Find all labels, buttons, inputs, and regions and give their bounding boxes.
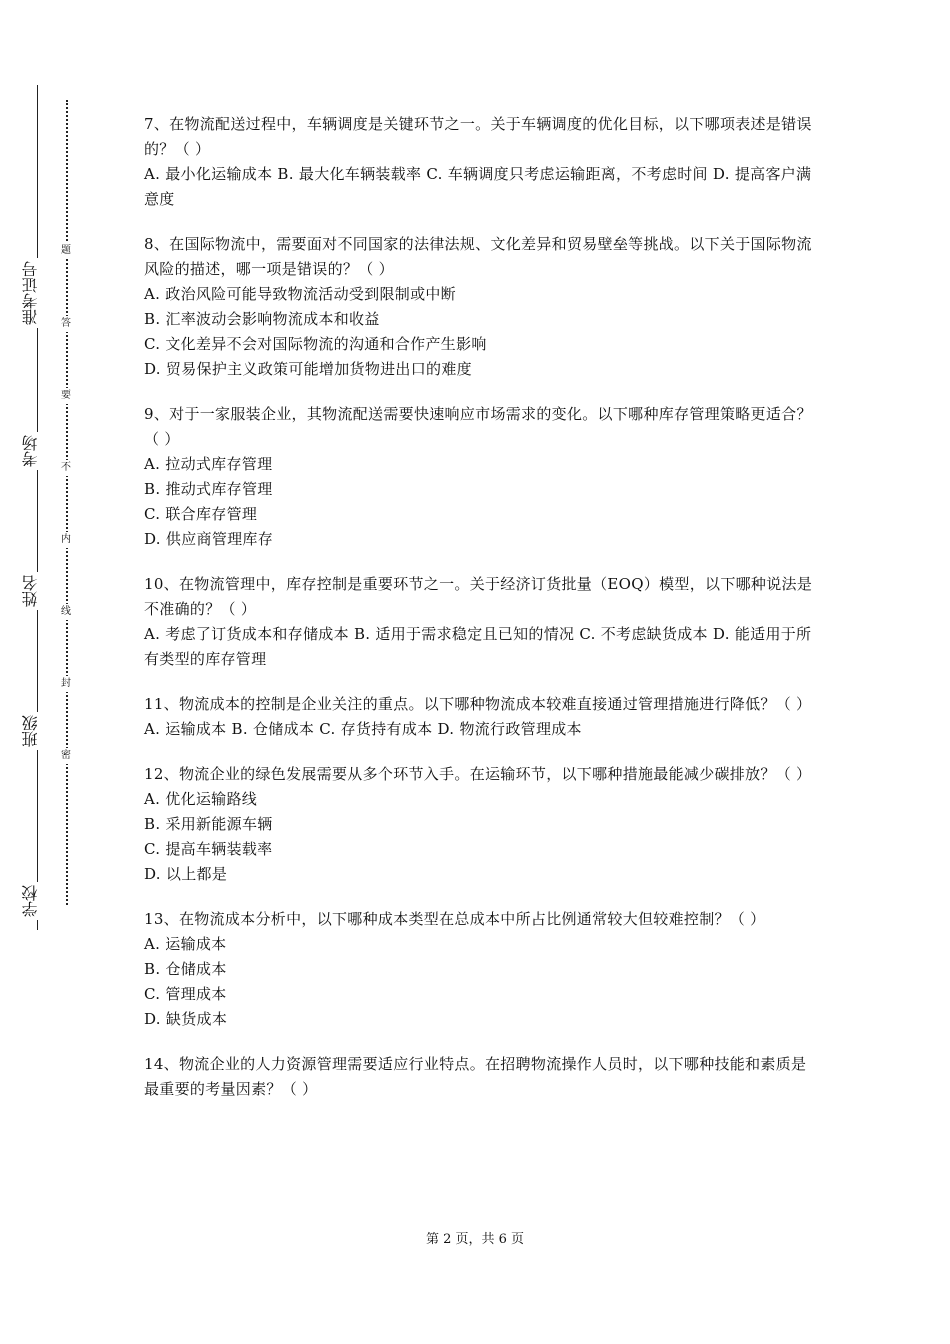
binding-margin (0, 0, 120, 1344)
question-stem: 13、在物流成本分析中，以下哪种成本类型在总成本中所占比例通常较大但较难控制？（ ） (144, 910, 766, 928)
question-options: A. 考虑了订货成本和存储成本 B. 适用于需求稳定且已知的情况 C. 不考虑缺货成本 D. 能适用于所有类型的库存管理 (144, 625, 812, 668)
question-7 (144, 112, 816, 212)
seal-dotted-line (66, 100, 68, 905)
seal-char: 封 (58, 676, 74, 692)
question-stem: 8、在国际物流中，需要面对不同国家的法律法规、文化差异和贸易壁垒等挑战。以下关于国际物流风险的描述，哪一项是错误的？（ ） (144, 235, 812, 278)
option-c: C. 管理成本 (144, 985, 227, 1003)
question-stem: 9、对于一家服装企业，其物流配送需要快速响应市场需求的变化。以下哪种库存管理策略更适合？（ ） (144, 405, 812, 448)
question-options: A. 运输成本 B. 仓储成本 C. 存货持有成本 D. 物流行政管理成本 (144, 720, 582, 738)
question-stem: 14、物流企业的人力资源管理需要适应行业特点。在招聘物流操作人员时，以下哪种技能和素质是最重要的考量因素？（ ） (144, 1055, 807, 1098)
option-c: C. 联合库存管理 (144, 505, 258, 523)
question-stem: 10、在物流管理中，库存控制是重要环节之一。关于经济订货批量（EOQ）模型，以下哪种说法是不准确的？（ ） (144, 575, 813, 618)
option-b: B. 仓储成本 (144, 960, 227, 978)
question-13 (144, 907, 816, 1032)
option-d: D. 供应商管理库存 (144, 530, 274, 548)
question-stem: 11、物流成本的控制是企业关注的重点。以下哪种物流成本较难直接通过管理措施进行降低？（ ） (144, 695, 812, 713)
school-label: 学校 (22, 882, 54, 920)
question-9 (144, 402, 816, 552)
class-label: 班级 (22, 712, 54, 750)
option-d: D. 缺货成本 (144, 1010, 228, 1028)
seal-char: 密 (58, 748, 74, 764)
page-number: 第 2 页，共 6 页 (425, 1232, 525, 1247)
option-d: D. 以上都是 (144, 865, 228, 883)
seal-char: 答 (58, 316, 74, 332)
question-11 (144, 692, 816, 742)
option-b: B. 推动式库存管理 (144, 480, 273, 498)
seal-char: 要 (58, 388, 74, 404)
question-stem: 12、物流企业的绿色发展需要从多个环节入手。在运输环节，以下哪种措施最能减少碳排放？（ ） (144, 765, 812, 783)
option-c: C. 文化差异不会对国际物流的沟通和合作产生影响 (144, 335, 487, 353)
option-a: A. 优化运输路线 (144, 790, 258, 808)
question-10 (144, 572, 816, 672)
exam-number-label: 准考证号 (22, 258, 54, 328)
seal-char: 不 (58, 460, 74, 476)
seal-char: 线 (58, 604, 74, 620)
seal-char: 题 (58, 243, 74, 259)
question-stem: 7、在物流配送过程中，车辆调度是关键环节之一。关于车辆调度的优化目标，以下哪项表述是错误的？（ ） (144, 115, 812, 158)
question-list (144, 112, 816, 1122)
binding-solid-line (37, 85, 38, 930)
question-options: A. 最小化运输成本 B. 最大化车辆装载率 C. 车辆调度只考虑运输距离，不考虑时间 D. 提高客户满意度 (144, 165, 812, 208)
seal-char: 内 (58, 532, 74, 548)
exam-room-label: 考场 (22, 432, 54, 470)
option-b: B. 采用新能源车辆 (144, 815, 273, 833)
option-a: A. 拉动式库存管理 (144, 455, 273, 473)
question-12 (144, 762, 816, 887)
question-14 (144, 1052, 816, 1102)
option-d: D. 贸易保护主义政策可能增加货物进出口的难度 (144, 360, 472, 378)
option-c: C. 提高车辆装载率 (144, 840, 273, 858)
question-8 (144, 232, 816, 382)
option-a: A. 运输成本 (144, 935, 227, 953)
option-a: A. 政治风险可能导致物流活动受到限制或中断 (144, 285, 456, 303)
option-b: B. 汇率波动会影响物流成本和收益 (144, 310, 380, 328)
name-label: 姓名 (22, 572, 54, 610)
